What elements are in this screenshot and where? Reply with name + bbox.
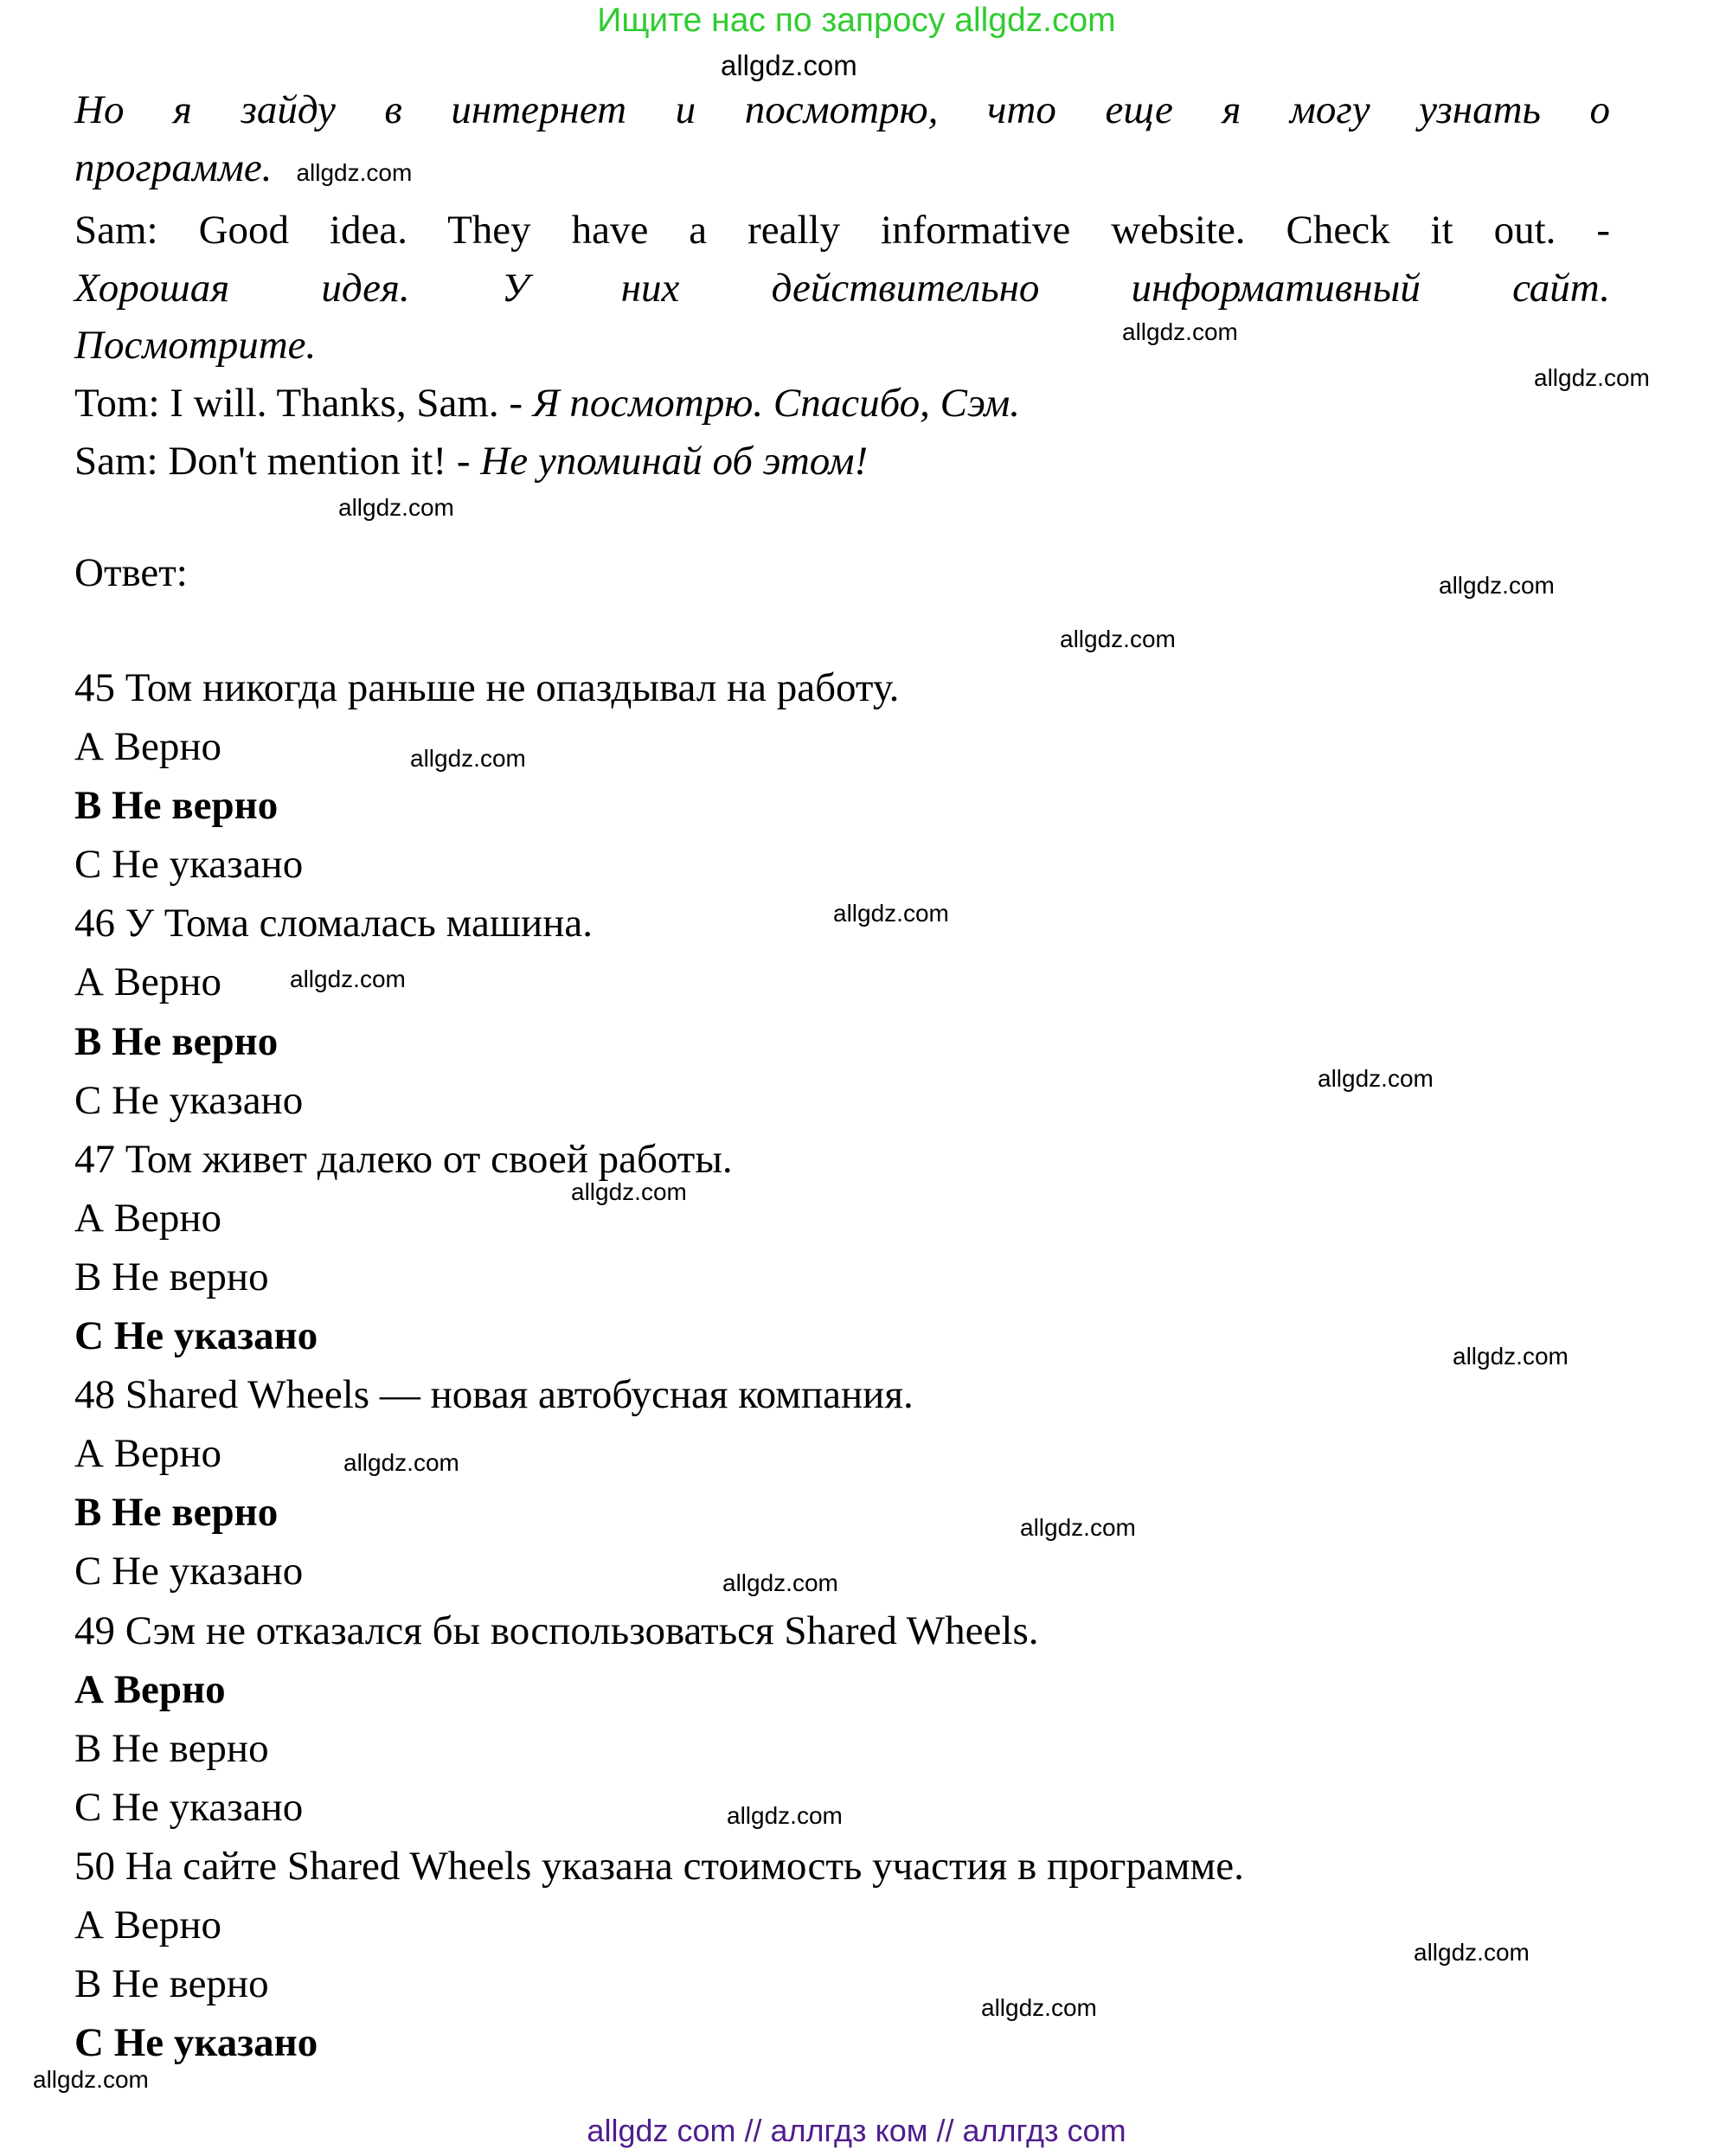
- dialogue-text: Tom: I will. Thanks, Sam. -: [74, 380, 533, 426]
- answer-option: С Не указано: [74, 842, 304, 888]
- questions-block: [74, 658, 1627, 2072]
- answer-option: В Не верно: [74, 1254, 269, 1299]
- answer-option: В Не верно: [74, 1961, 269, 2007]
- watermark: allgdz.com: [410, 745, 526, 772]
- watermark: allgdz.com: [1318, 1065, 1434, 1092]
- answer-option: В Не верно: [74, 1725, 269, 1771]
- dialogue-line: [74, 433, 1610, 491]
- question-text: 50 На сайте Shared Wheels указана стоимость участия в программе.: [74, 1843, 1244, 1889]
- watermark: allgdz.com: [290, 966, 406, 992]
- answer-option: В Не верно: [74, 1018, 279, 1064]
- dialogue-text: Я посмотрю. Спасибо, Сэм.: [532, 380, 1020, 426]
- question-text: 49 Сэм не отказался бы воспользоваться Shared Wheels.: [74, 1607, 1039, 1653]
- answer-option: А Верно: [74, 1902, 222, 1947]
- watermark: allgdz.com: [338, 494, 454, 521]
- dialogue-text: Sam: Don't mention it! -: [74, 438, 481, 484]
- dialogue-line: [74, 375, 1610, 433]
- watermark: allgdz.com: [1060, 626, 1176, 652]
- answer-option: С Не указано: [74, 2020, 318, 2066]
- dialogue-line: Посмотрите.: [74, 323, 317, 369]
- answer-option: С Не указано: [74, 1784, 304, 1830]
- dialogue-line: [74, 139, 1610, 202]
- watermark: allgdz.com: [571, 1178, 687, 1205]
- watermark: allgdz.com: [727, 1802, 843, 1829]
- question-text: 48 Shared Wheels — новая автобусная компания.: [74, 1372, 914, 1418]
- answer-option: В Не верно: [74, 1490, 279, 1536]
- question-text: 47 Том живет далеко от своей работы.: [74, 1136, 733, 1182]
- answer-option: С Не указано: [74, 1077, 304, 1123]
- footer-links: allgdz com // аллгдз ком // аллгдз com: [587, 2113, 1126, 2148]
- watermark: allgdz.com: [343, 1449, 459, 1476]
- watermark: allgdz.com: [1414, 1939, 1530, 1966]
- answer-option: С Не указано: [74, 1549, 304, 1595]
- answer-option: А Верно: [74, 724, 222, 770]
- dialogue-line: Хорошая идея. У них действительно информативный сайт.: [74, 265, 1610, 311]
- watermark: allgdz.com: [1453, 1343, 1569, 1370]
- answer-option: В Не верно: [74, 783, 279, 829]
- watermark: allgdz.com: [981, 1994, 1097, 2021]
- watermark: allgdz.com: [296, 158, 413, 186]
- answer-option: А Верно: [74, 1195, 222, 1241]
- watermark: allgdz.com: [33, 2066, 149, 2093]
- answer-option: А Верно: [74, 959, 222, 1005]
- watermark: allgdz.com: [833, 900, 949, 927]
- dialogue-text: Не упоминай об этом!: [480, 438, 869, 484]
- watermark: allgdz.com: [1020, 1514, 1136, 1541]
- answer-option: А Верно: [74, 1431, 222, 1477]
- watermark: allgdz.com: [1534, 364, 1650, 391]
- answer-label: Ответ:: [74, 550, 188, 595]
- watermark: allgdz.com: [1439, 572, 1555, 599]
- dialogue-line: Но я зайду в интернет и посмотрю, что еще я могу узнать о: [74, 87, 1610, 132]
- watermark: allgdz.com: [721, 49, 857, 81]
- watermark: allgdz.com: [722, 1569, 838, 1596]
- dialogue-block: [74, 81, 1610, 490]
- answer-option: С Не указано: [74, 1313, 318, 1359]
- question-text: 46 У Тома сломалась машина.: [74, 901, 593, 946]
- watermark: allgdz.com: [1122, 318, 1238, 345]
- promo-banner: Ищите нас по запросу allgdz.com: [597, 2, 1116, 39]
- dialogue-line: Sam: Good idea. They have a really informative website. Check it out. -: [74, 208, 1610, 253]
- question-text: 45 Том никогда раньше не опаздывал на работу.: [74, 665, 900, 710]
- dialogue-text: программе.: [74, 144, 273, 190]
- answer-option: А Верно: [74, 1666, 226, 1712]
